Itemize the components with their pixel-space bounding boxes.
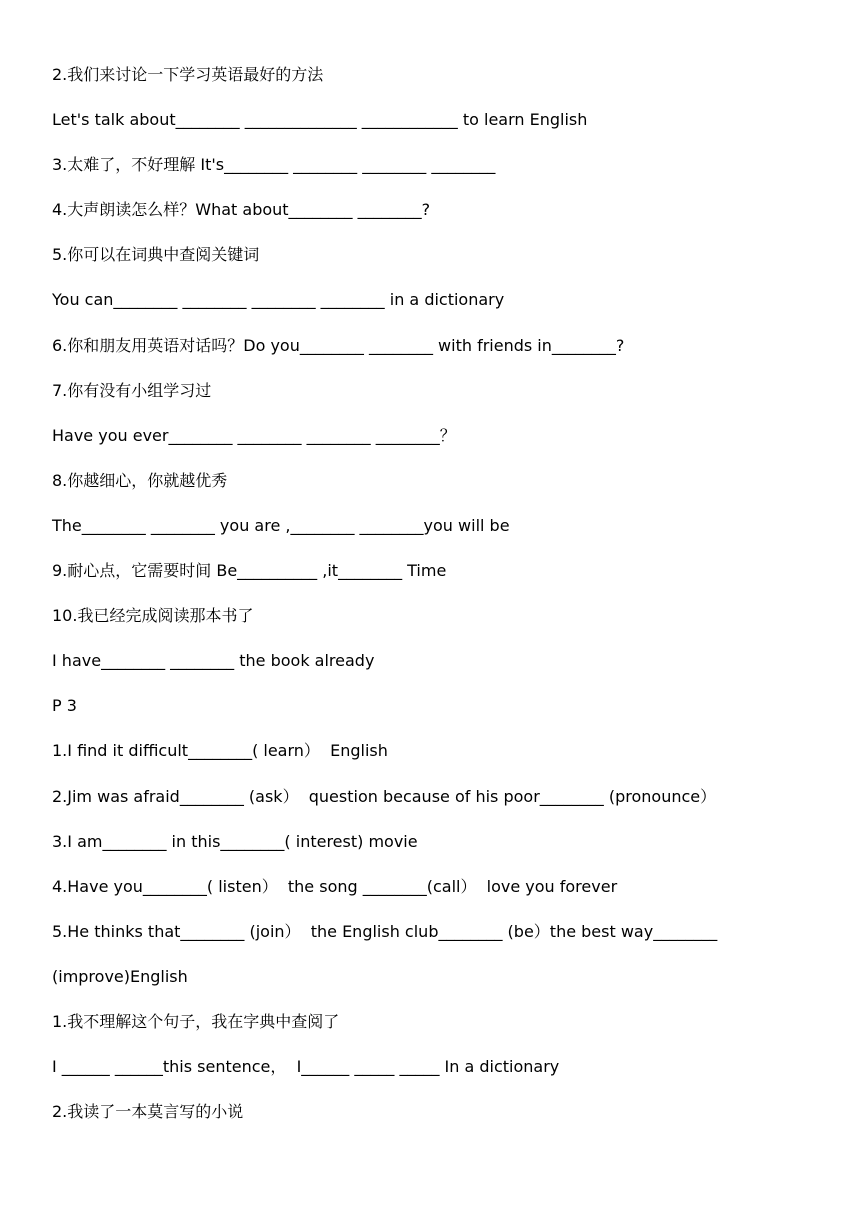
text-line: Let's talk about________ ______________ ____________ to learn English	[52, 110, 588, 130]
text-line: 5.He thinks that________ (join） the English club________ (be）the best way________	[52, 921, 718, 941]
section-heading: P 3	[52, 696, 77, 716]
text-line: 3.I am________ in this________( interest) movie	[52, 831, 418, 851]
text-line: (improve)English	[52, 966, 188, 986]
text-line: 9.耐心点，它需要时间 Be__________ ,it________ Time	[52, 561, 447, 581]
text-line: The________ ________ you are ,________ ________you will be	[52, 515, 510, 535]
text-line: 10.我已经完成阅读那本书了	[52, 606, 254, 626]
text-line: 2.我读了一本莫言写的小说	[52, 1102, 244, 1122]
text-line: 6.你和朋友用英语对话吗？Do you________ ________ with friends in________?	[52, 335, 625, 355]
text-line: 2.Jim was afraid________ (ask） question because of his poor________ (pronounce）	[52, 786, 717, 806]
text-line: I have________ ________ the book already	[52, 651, 375, 671]
worksheet-page	[52, 62, 842, 1144]
text-line: I ______ ______this sentence， I______ _____ _____ In a dictionary	[52, 1057, 560, 1077]
text-line: 7.你有没有小组学习过	[52, 380, 212, 400]
text-line: 4.Have you________( listen） the song ________(call） love you forever	[52, 876, 618, 896]
text-line: 1.I find it difficult________( learn） English	[52, 741, 388, 761]
text-line: 2.我们来讨论一下学习英语最好的方法	[52, 65, 324, 84]
text-line: Have you ever________ ________ ________ ________？	[52, 425, 456, 445]
text-line: 4.大声朗读怎么样？What about________ ________?	[52, 200, 431, 220]
text-line: 1.我不理解这个句子，我在字典中查阅了	[52, 1011, 340, 1031]
text-line: 3.太难了，不好理解 It's________ ________ ________ ________	[52, 155, 496, 175]
text-line: 8.你越细心，你就越优秀	[52, 470, 228, 490]
text-line: 5.你可以在词典中查阅关键词	[52, 245, 260, 265]
text-line: You can________ ________ ________ ________ in a dictionary	[52, 290, 505, 310]
